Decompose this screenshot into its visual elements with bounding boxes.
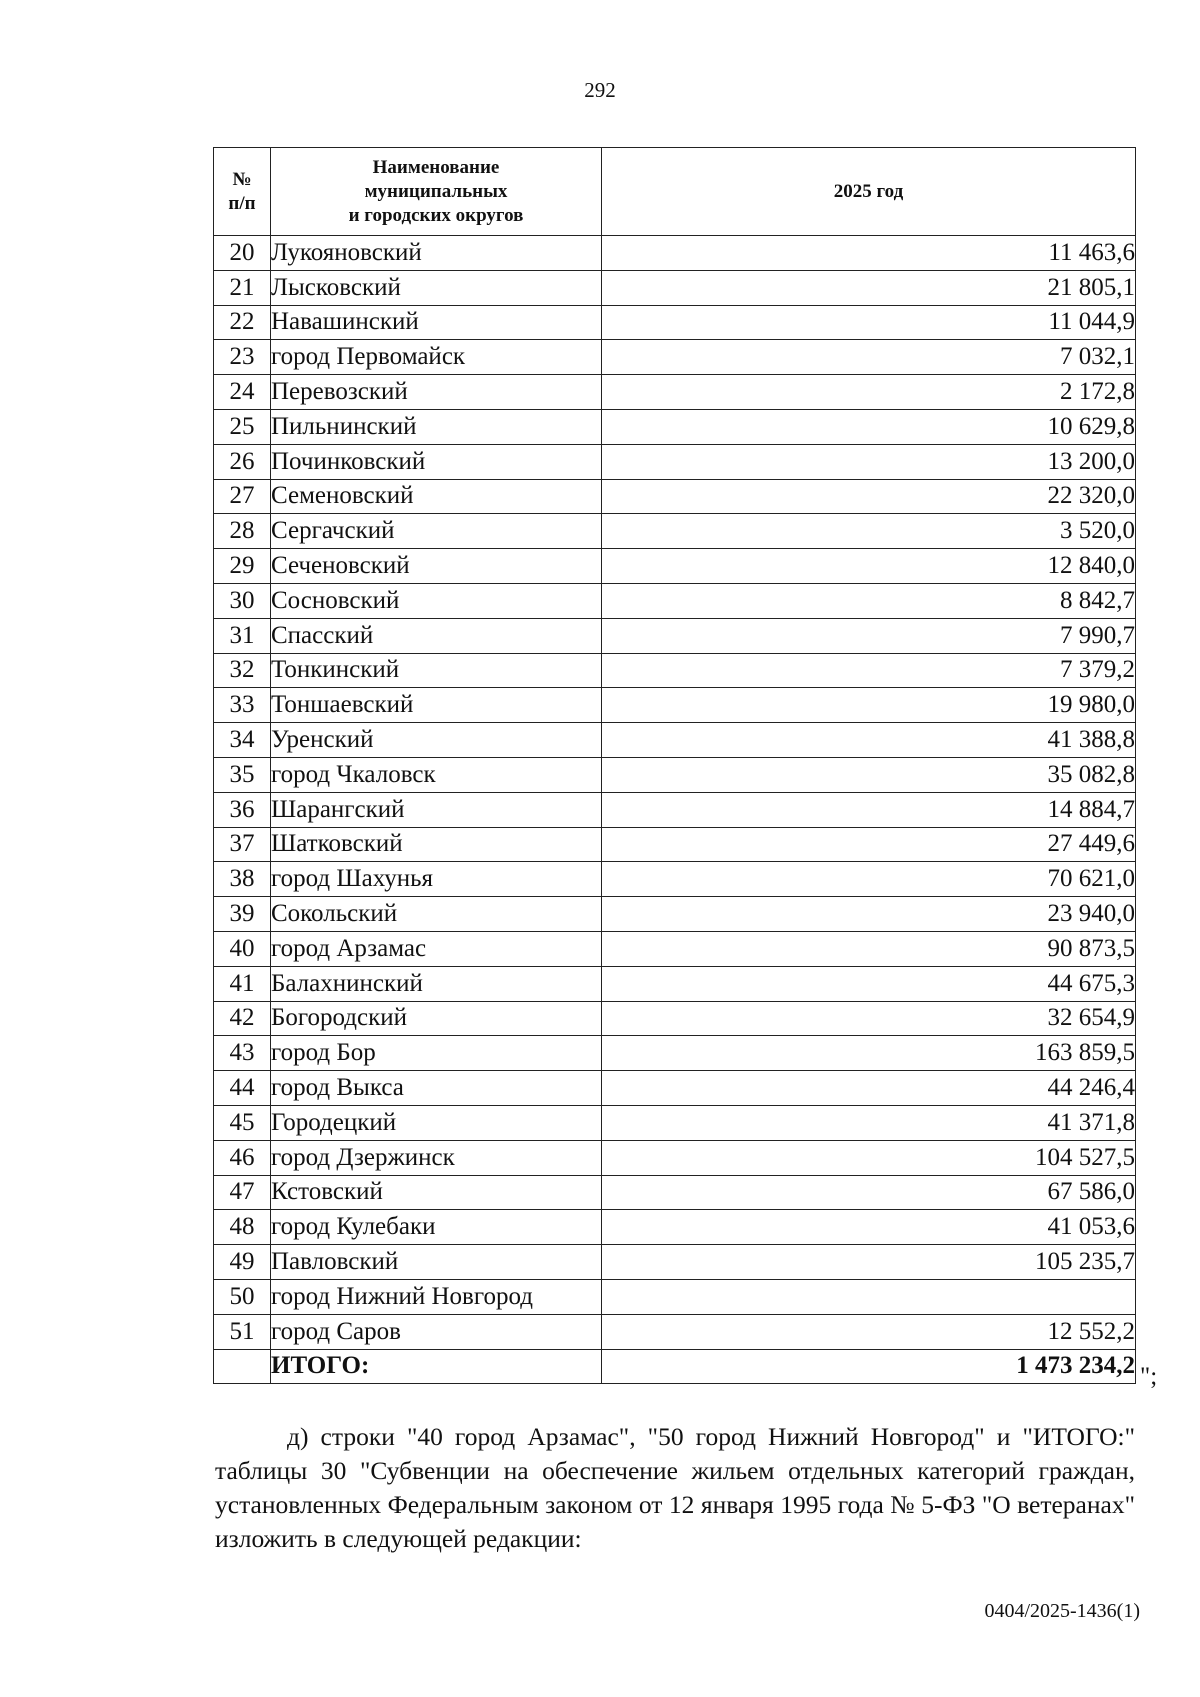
row-value: 41 053,6: [602, 1210, 1136, 1245]
row-name: город Чкаловск: [271, 757, 602, 792]
row-number: 46: [214, 1140, 271, 1175]
table-row: [214, 1175, 1136, 1210]
row-value: 7 379,2: [602, 653, 1136, 688]
row-number: 33: [214, 688, 271, 723]
table-row: [214, 688, 1136, 723]
header-number-text: № п/п: [228, 168, 256, 214]
row-name: город Бор: [271, 1036, 602, 1071]
row-value: 12 552,2: [602, 1314, 1136, 1349]
table-row: [214, 757, 1136, 792]
table-row: [214, 270, 1136, 305]
row-number: 48: [214, 1210, 271, 1245]
row-value: 11 463,6: [602, 236, 1136, 271]
row-name: город Нижний Новгород: [271, 1279, 602, 1314]
row-value: 2 172,8: [602, 375, 1136, 410]
row-name: Городецкий: [271, 1105, 602, 1140]
row-value: 19 980,0: [602, 688, 1136, 723]
row-number: 25: [214, 409, 271, 444]
table-total-row: [214, 1349, 1136, 1384]
header-name-text: Наименование муниципальных и городских округов: [348, 156, 524, 226]
table-row: [214, 931, 1136, 966]
row-name: Починковский: [271, 444, 602, 479]
row-name: Лукояновский: [271, 236, 602, 271]
row-number: 21: [214, 270, 271, 305]
row-name: Лысковский: [271, 270, 602, 305]
amendment-paragraph: д) строки "40 город Арзамас", "50 город Нижний Новгород" и "ИТОГО:" таблицы 30 "Субвенции на обеспечение жильем отдельных категорий граждан, установленных Федеральным законом от 12 января 1995 года № 5-ФЗ "О ветеранах" изложить в следующей редакции:: [215, 1422, 1135, 1553]
row-number: 49: [214, 1245, 271, 1280]
row-number: 22: [214, 305, 271, 340]
row-value: 27 449,6: [602, 827, 1136, 862]
table-row: [214, 1105, 1136, 1140]
row-number: 40: [214, 931, 271, 966]
table-row: [214, 1036, 1136, 1071]
document-code: 0404/2025-1436(1): [984, 1600, 1140, 1622]
row-name: город Арзамас: [271, 931, 602, 966]
row-number: 27: [214, 479, 271, 514]
table-row: [214, 862, 1136, 897]
row-name: Навашинский: [271, 305, 602, 340]
row-number: 36: [214, 792, 271, 827]
row-value: 7 990,7: [602, 618, 1136, 653]
row-number: 34: [214, 723, 271, 758]
row-value: 105 235,7: [602, 1245, 1136, 1280]
table-row: [214, 549, 1136, 584]
row-name: Тоншаевский: [271, 688, 602, 723]
table-row: [214, 1210, 1136, 1245]
row-name: Сокольский: [271, 897, 602, 932]
row-name: Сеченовский: [271, 549, 602, 584]
row-number: 39: [214, 897, 271, 932]
row-number: 30: [214, 583, 271, 618]
table-row: [214, 583, 1136, 618]
table-row: [214, 340, 1136, 375]
row-name: город Саров: [271, 1314, 602, 1349]
closing-quote: ";: [1140, 1363, 1158, 1390]
row-number: 37: [214, 827, 271, 862]
row-name: город Шахунья: [271, 862, 602, 897]
table-row: [214, 514, 1136, 549]
header-number: [214, 148, 271, 236]
row-value: [602, 1279, 1136, 1314]
row-value: 22 320,0: [602, 479, 1136, 514]
table-row: [214, 375, 1136, 410]
row-name: Шатковский: [271, 827, 602, 862]
row-name: Кстовский: [271, 1175, 602, 1210]
row-name: Сергачский: [271, 514, 602, 549]
row-number: 35: [214, 757, 271, 792]
row-name: город Первомайск: [271, 340, 602, 375]
total-value: 1 473 234,2: [602, 1349, 1136, 1384]
table-row: [214, 236, 1136, 271]
table-row: [214, 1279, 1136, 1314]
row-value: 44 246,4: [602, 1071, 1136, 1106]
row-value: 35 082,8: [602, 757, 1136, 792]
header-name: [271, 148, 602, 236]
table-row: [214, 792, 1136, 827]
row-number: 29: [214, 549, 271, 584]
total-number: [214, 1349, 271, 1384]
row-name: Павловский: [271, 1245, 602, 1280]
row-number: 26: [214, 444, 271, 479]
row-number: 42: [214, 1001, 271, 1036]
row-number: 47: [214, 1175, 271, 1210]
table-row: [214, 827, 1136, 862]
row-value: 44 675,3: [602, 966, 1136, 1001]
row-number: 44: [214, 1071, 271, 1106]
table-row: [214, 479, 1136, 514]
row-name: Богородский: [271, 1001, 602, 1036]
row-name: город Кулебаки: [271, 1210, 602, 1245]
row-value: 70 621,0: [602, 862, 1136, 897]
row-value: 41 388,8: [602, 723, 1136, 758]
table-row: [214, 1071, 1136, 1106]
row-name: Сосновский: [271, 583, 602, 618]
row-number: 43: [214, 1036, 271, 1071]
row-name: Балахнинский: [271, 966, 602, 1001]
table-header-row: [214, 148, 1136, 236]
row-number: 24: [214, 375, 271, 410]
row-number: 50: [214, 1279, 271, 1314]
table-row: [214, 1245, 1136, 1280]
row-name: Перевозский: [271, 375, 602, 410]
table-row: [214, 966, 1136, 1001]
table-row: [214, 1001, 1136, 1036]
table-row: [214, 723, 1136, 758]
row-name: Шарангский: [271, 792, 602, 827]
row-value: 104 527,5: [602, 1140, 1136, 1175]
row-name: Уренский: [271, 723, 602, 758]
header-year-text: 2025 год: [833, 180, 904, 202]
row-number: 20: [214, 236, 271, 271]
row-value: 23 940,0: [602, 897, 1136, 932]
table-body: [214, 236, 1136, 1384]
row-name: город Дзержинск: [271, 1140, 602, 1175]
table-row: [214, 409, 1136, 444]
row-number: 32: [214, 653, 271, 688]
table-row: [214, 1314, 1136, 1349]
row-name: Семеновский: [271, 479, 602, 514]
row-value: 13 200,0: [602, 444, 1136, 479]
table-row: [214, 444, 1136, 479]
row-value: 32 654,9: [602, 1001, 1136, 1036]
row-number: 38: [214, 862, 271, 897]
row-value: 90 873,5: [602, 931, 1136, 966]
row-number: 41: [214, 966, 271, 1001]
row-number: 51: [214, 1314, 271, 1349]
row-number: 45: [214, 1105, 271, 1140]
page-number: 292: [584, 78, 616, 102]
row-value: 7 032,1: [602, 340, 1136, 375]
row-name: Тонкинский: [271, 653, 602, 688]
row-value: 10 629,8: [602, 409, 1136, 444]
table-row: [214, 305, 1136, 340]
table-row: [214, 618, 1136, 653]
row-value: 8 842,7: [602, 583, 1136, 618]
row-value: 67 586,0: [602, 1175, 1136, 1210]
table-row: [214, 653, 1136, 688]
total-label: ИТОГО:: [271, 1349, 602, 1384]
row-number: 23: [214, 340, 271, 375]
row-value: 163 859,5: [602, 1036, 1136, 1071]
row-value: 14 884,7: [602, 792, 1136, 827]
row-value: 21 805,1: [602, 270, 1136, 305]
header-year: [602, 148, 1136, 236]
row-value: 11 044,9: [602, 305, 1136, 340]
row-value: 3 520,0: [602, 514, 1136, 549]
table-row: [214, 897, 1136, 932]
row-name: Спасский: [271, 618, 602, 653]
row-value: 41 371,8: [602, 1105, 1136, 1140]
row-number: 31: [214, 618, 271, 653]
row-name: Пильнинский: [271, 409, 602, 444]
row-value: 12 840,0: [602, 549, 1136, 584]
row-number: 28: [214, 514, 271, 549]
row-name: город Выкса: [271, 1071, 602, 1106]
subvention-table: [213, 147, 1136, 1384]
table-row: [214, 1140, 1136, 1175]
